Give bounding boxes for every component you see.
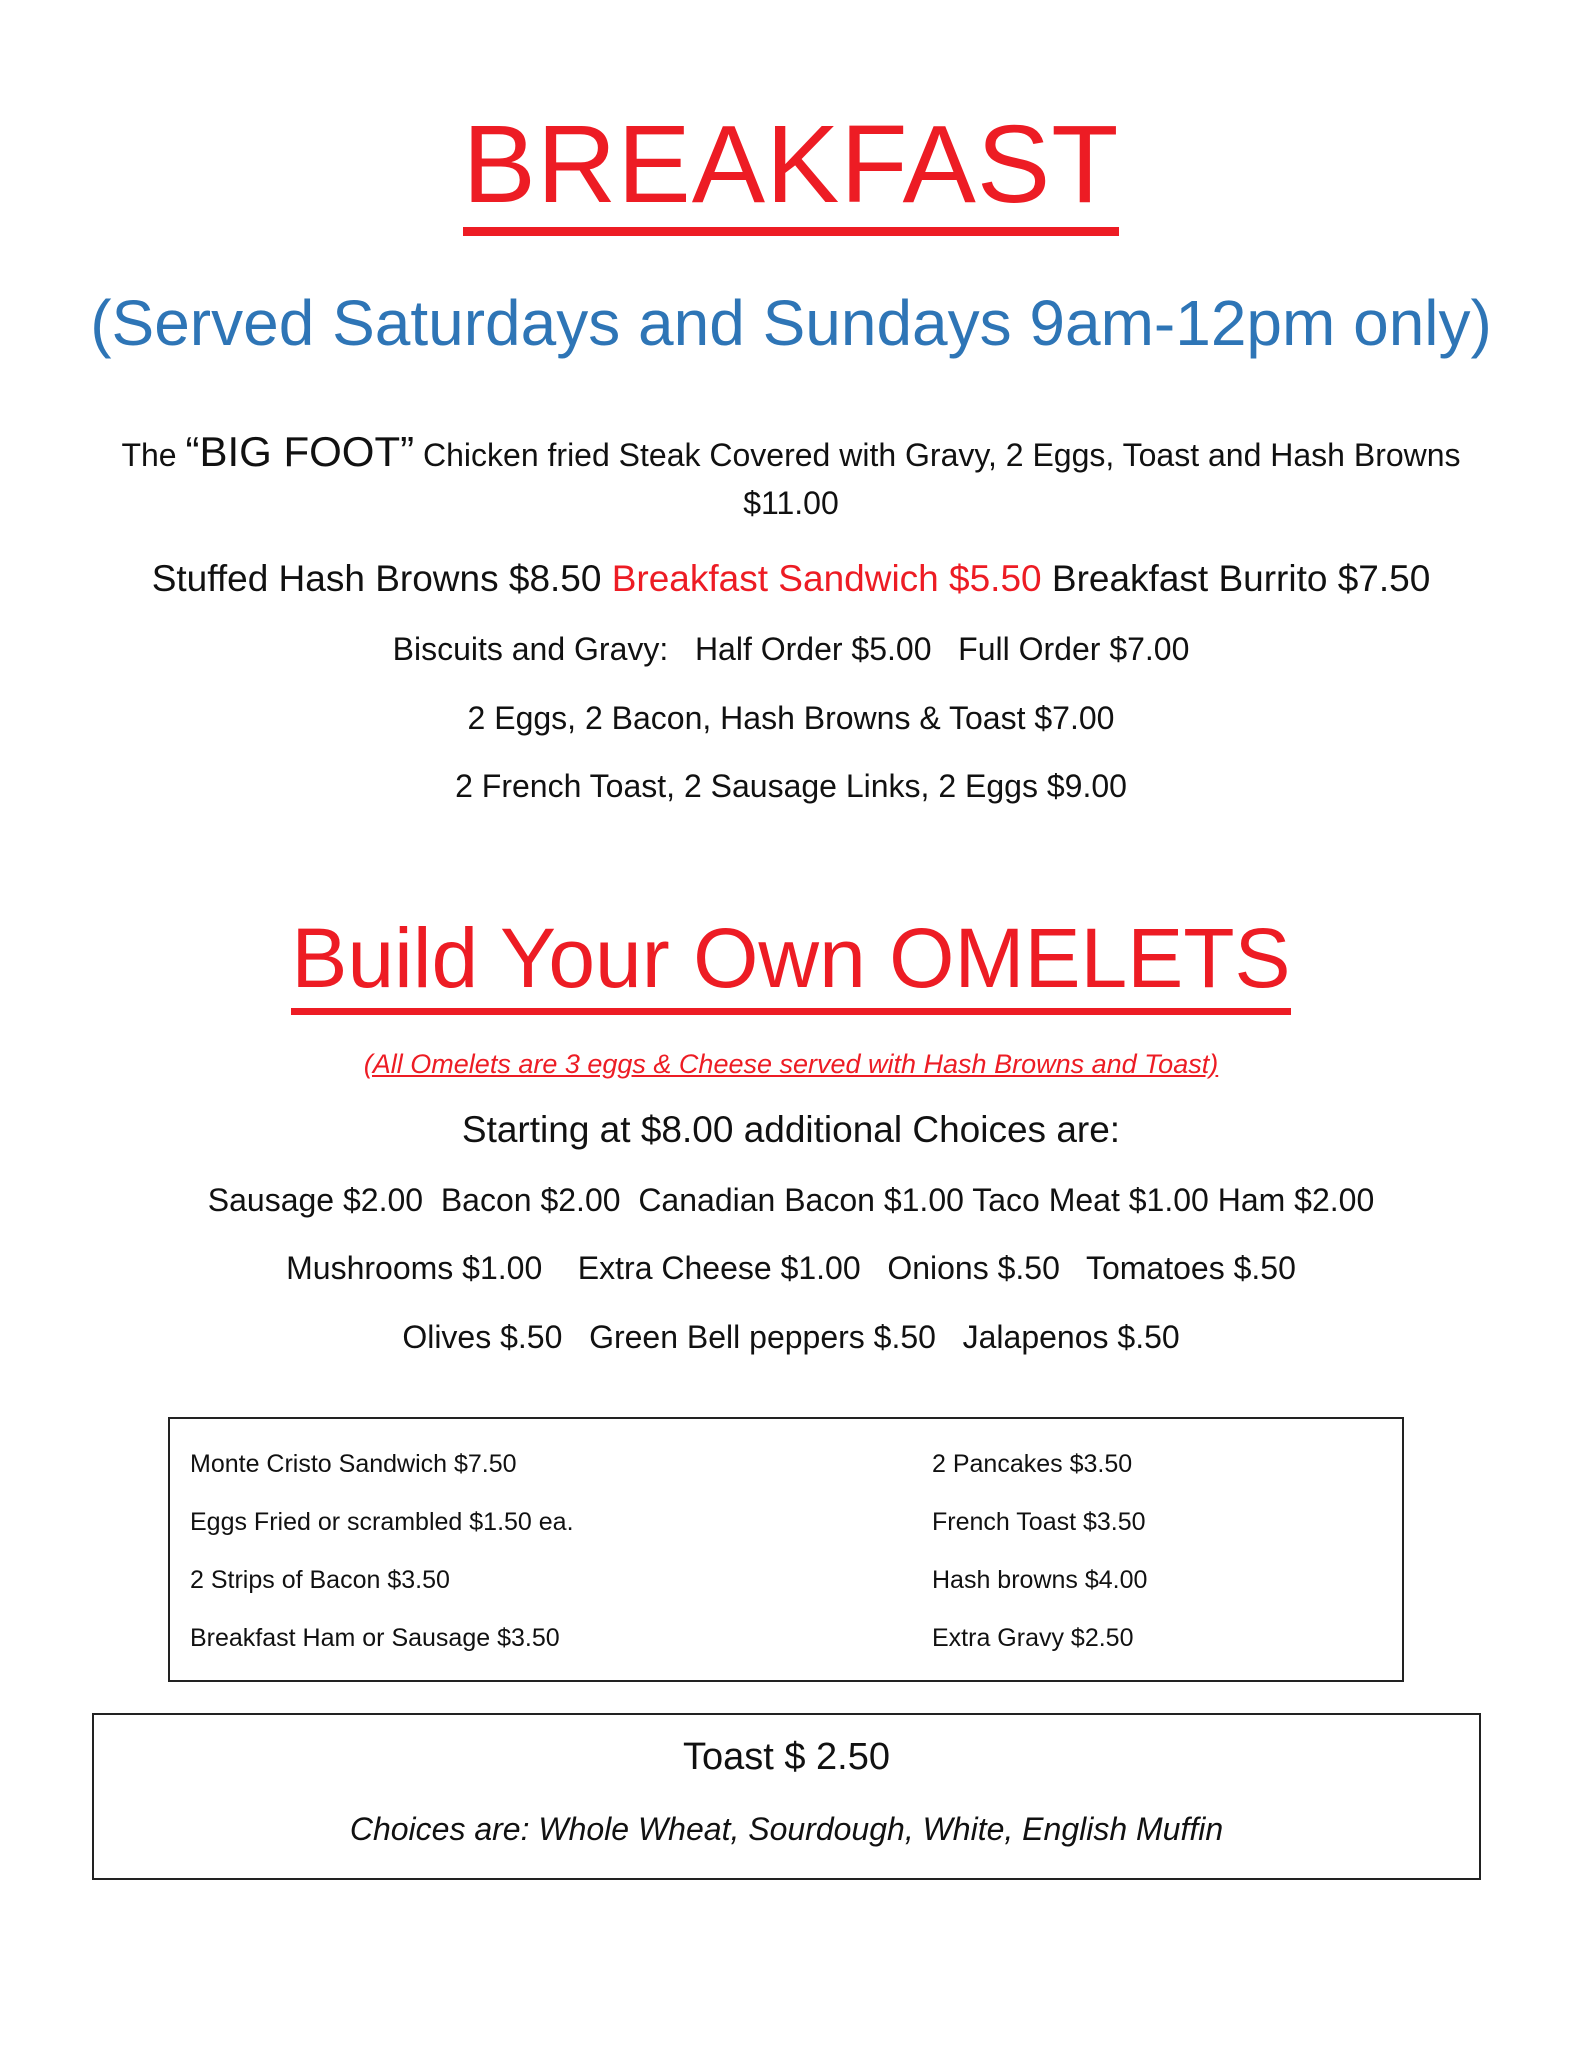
toast-choices: Choices are: Whole Wheat, Sourdough, White, English Muffin [349, 1811, 1224, 1847]
breakfast-title: BREAKFAST [463, 105, 1120, 236]
combo-bacon: 2 Eggs, 2 Bacon, Hash Browns & Toast $7.00 [467, 700, 1115, 736]
toast-title: Toast $ 2.50 [682, 1736, 891, 1778]
omelet-choices-line-1: Sausage $2.00 Bacon $2.00 Canadian Bacon $1.00 Taco Meat $1.00 Ham $2.00 [207, 1182, 1375, 1218]
omelets-heading [0, 908, 1582, 1015]
side-item: 2 Strips of Bacon $3.50 [190, 1566, 450, 1594]
side-item: Monte Cristo Sandwich $7.50 [190, 1450, 517, 1478]
bigfoot-name: “BIG FOOT” [185, 428, 415, 475]
side-item: Breakfast Ham or Sausage $3.50 [190, 1624, 560, 1652]
omelets-title: Build Your Own OMELETS [291, 908, 1290, 1015]
side-item: Hash browns $4.00 [932, 1566, 1148, 1594]
omelet-choices-line-2: Mushrooms $1.00 Extra Cheese $1.00 Onions $.50 Tomatoes $.50 [286, 1250, 1296, 1286]
omelet-choices-line-3: Olives $.50 Green Bell peppers $.50 Jalapenos $.50 [402, 1319, 1180, 1355]
omelets-note: (All Omelets are 3 eggs & Cheese served with Hash Browns and Toast) [363, 1049, 1219, 1079]
bigfoot-prefix: The [121, 437, 177, 473]
breakfast-heading [0, 105, 1582, 236]
omelets-starting-price: Starting at $8.00 additional Choices are: [461, 1109, 1121, 1150]
sides-box [168, 1417, 1404, 1682]
biscuits-and-gravy: Biscuits and Gravy: Half Order $5.00 Full Order $7.00 [392, 631, 1190, 667]
specials-line [0, 557, 1582, 601]
breakfast-hours: (Served Saturdays and Sundays 9am-12pm only) [90, 287, 1492, 359]
side-item: Extra Gravy $2.50 [932, 1624, 1134, 1652]
toast-box [92, 1713, 1481, 1880]
bigfoot-price: $11.00 [743, 485, 839, 521]
sides-right-column [932, 1435, 1147, 1667]
combo-french-toast: 2 French Toast, 2 Sausage Links, 2 Eggs $9.00 [455, 768, 1127, 804]
side-item: French Toast $3.50 [932, 1508, 1146, 1536]
bigfoot-description: Chicken fried Steak Covered with Gravy, 2 Eggs, Toast and Hash Browns [423, 437, 1461, 473]
stuffed-hash-browns: Stuffed Hash Browns $8.50 [151, 558, 602, 599]
sides-left-column [190, 1435, 574, 1667]
bigfoot-item [100, 428, 1482, 527]
side-item: 2 Pancakes $3.50 [932, 1450, 1133, 1478]
breakfast-sandwich: Breakfast Sandwich $5.50 [611, 558, 1042, 599]
side-item: Eggs Fried or scrambled $1.50 ea. [190, 1508, 574, 1536]
breakfast-burrito: Breakfast Burrito $7.50 [1051, 558, 1431, 599]
